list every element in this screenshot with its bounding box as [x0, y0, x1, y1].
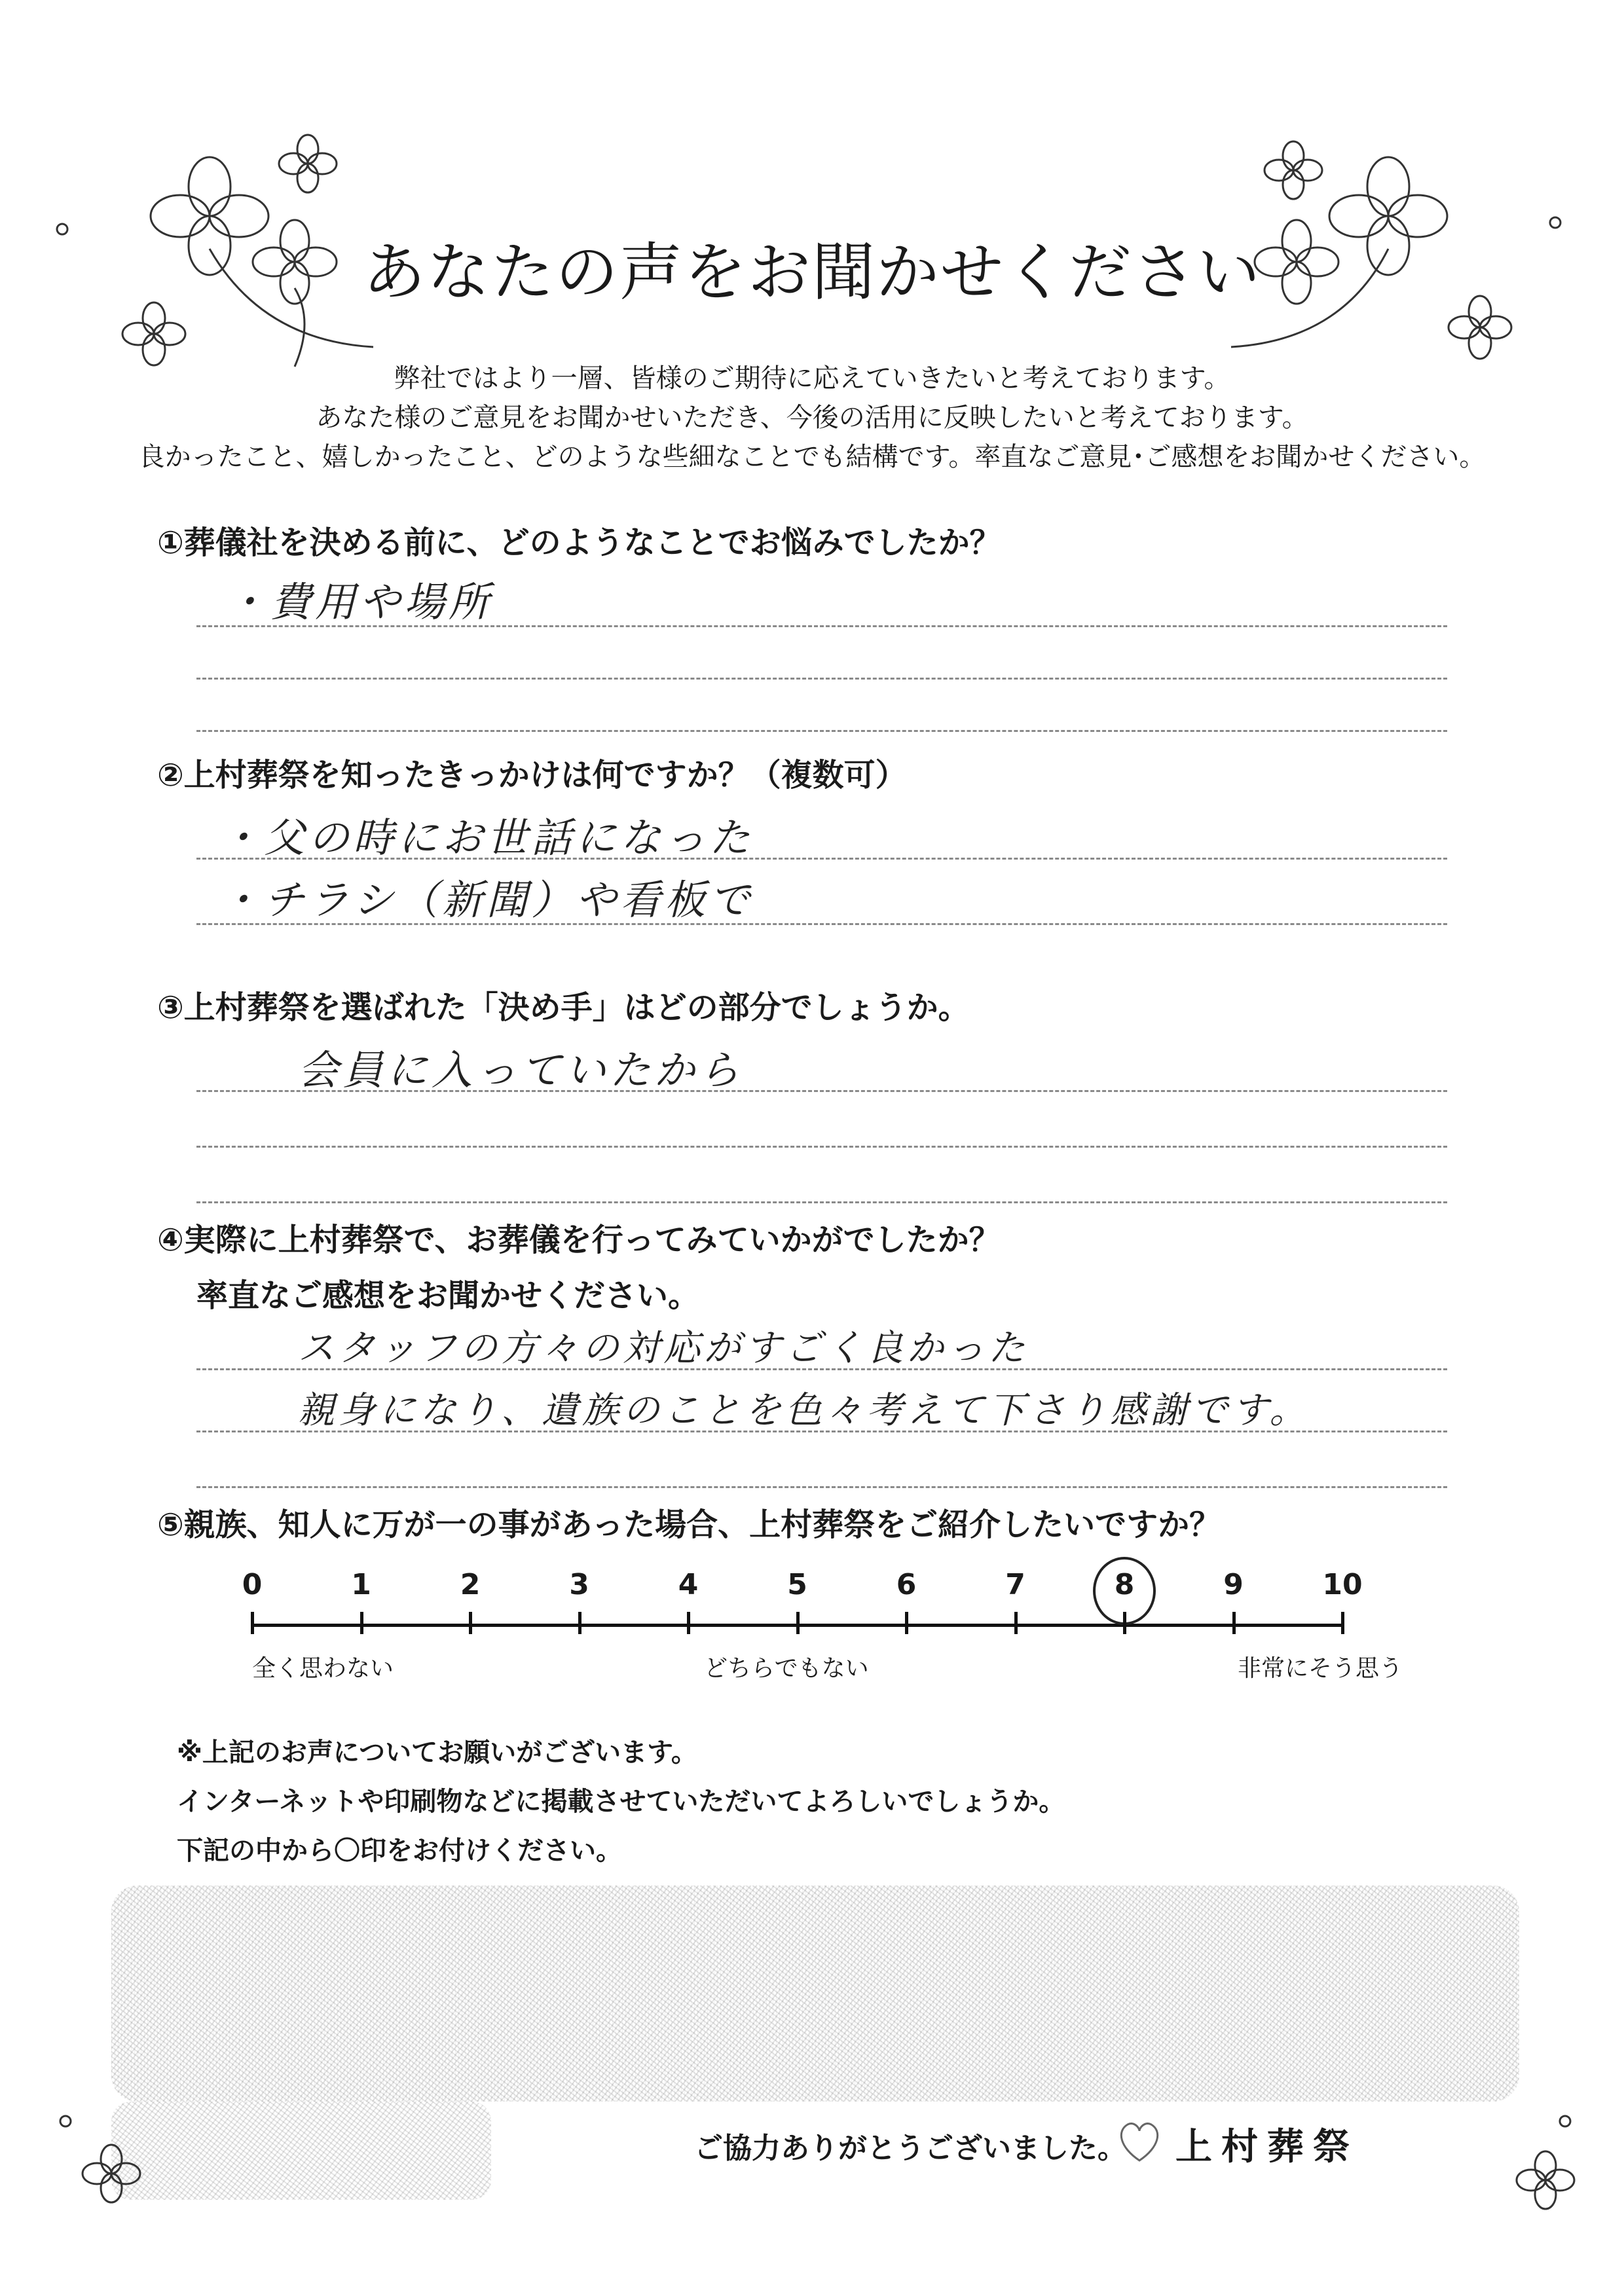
- scale-tick-7: [1014, 1612, 1018, 1634]
- note-line-1: ※上記のお声についてお願いがございます。: [177, 1738, 697, 1768]
- scale-number-0[interactable]: 0: [242, 1568, 263, 1601]
- answer-4-2: 親身になり、遺族のことを色々考えて下さり感謝です。: [298, 1389, 1310, 1432]
- answer-line: [196, 923, 1447, 925]
- answer-line: [196, 858, 1447, 860]
- scale-tick-0: [251, 1612, 254, 1634]
- answer-4-1: スタッフの方々の対応がすごく良かった: [298, 1327, 1029, 1370]
- redacted-area: [111, 1886, 1519, 2102]
- scale-number-10[interactable]: 10: [1322, 1568, 1363, 1601]
- answer-line: [196, 730, 1447, 732]
- answer-line: [196, 678, 1447, 680]
- page-title: あなたの声をお聞かせください: [363, 236, 1261, 309]
- answer-3-1: 会員に入っていたから: [298, 1046, 744, 1094]
- scale-number-5[interactable]: 5: [787, 1568, 807, 1601]
- answer-2-1: ・父の時にお世話になった: [219, 814, 754, 862]
- answer-line: [196, 1368, 1447, 1370]
- scale-number-7[interactable]: 7: [1005, 1568, 1025, 1601]
- question-1: ①葬儀社を決める前に、どのようなことでお悩みでしたか？: [157, 524, 1001, 561]
- footer-thanks: ご協力ありがとうございました。: [694, 2132, 1126, 2165]
- scale-tick-4: [687, 1612, 690, 1634]
- scale-tick-9: [1232, 1612, 1236, 1634]
- scale-number-8[interactable]: 8: [1114, 1568, 1135, 1601]
- question-5: ⑤親族、知人に万が一の事があった場合、上村葬祭をご紹介したいですか？: [157, 1506, 1221, 1543]
- scale-tick-6: [905, 1612, 908, 1634]
- scale-tick-2: [469, 1612, 472, 1634]
- answer-line: [196, 1146, 1447, 1148]
- question-3: ③上村葬祭を選ばれた「決め手」はどの部分でしょうか。: [157, 989, 970, 1026]
- answer-line: [196, 1430, 1447, 1432]
- answer-line: [196, 1201, 1447, 1203]
- clover-decoration-bottom-left-icon: [52, 2056, 183, 2213]
- answer-line: [196, 1090, 1447, 1092]
- scale-tick-1: [360, 1612, 363, 1634]
- answer-2-2: ・チラシ（新聞）や看板で: [219, 876, 754, 924]
- intro-line-3: 良かったこと、嬉しかったこと、どのような些細なことでも結構です。率直なご意見･ご感想をお聞かせください。: [138, 442, 1486, 472]
- answer-line: [196, 1486, 1447, 1488]
- note-line-3: 下記の中から〇印をお付けください。: [177, 1836, 622, 1866]
- question-4-line-2: 率直なご感想をお聞かせください。: [196, 1277, 700, 1314]
- scale-number-2[interactable]: 2: [460, 1568, 481, 1601]
- scale-left-label: 全く思わない: [252, 1655, 394, 1682]
- clover-decoration-bottom-right-icon: [1486, 2056, 1617, 2213]
- scale-number-9[interactable]: 9: [1223, 1568, 1244, 1601]
- intro-line-2: あなた様のご意見をお聞かせいただき、今後の活用に反映したいと考えております。: [316, 403, 1308, 433]
- answer-1-1: ・費用や場所: [226, 578, 494, 626]
- scale-number-3[interactable]: 3: [569, 1568, 589, 1601]
- question-2: ②上村葬祭を知ったきっかけは何ですか？（複数可）: [157, 757, 907, 793]
- company-name: 上村葬祭: [1175, 2126, 1359, 2168]
- scale-tick-8: [1123, 1612, 1126, 1634]
- scale-center-label: どちらでもない: [704, 1655, 869, 1682]
- scale-number-6[interactable]: 6: [896, 1568, 917, 1601]
- scale-tick-3: [578, 1612, 581, 1634]
- scale-tick-10: [1341, 1612, 1344, 1634]
- note-line-2: インターネットや印刷物などに掲載させていただいてよろしいでしょうか。: [177, 1787, 1065, 1817]
- intro-line-1: 弊社ではより一層、皆様のご期待に応えていきたいと考えております。: [394, 363, 1230, 393]
- answer-line: [196, 625, 1447, 627]
- scale-tick-5: [796, 1612, 800, 1634]
- scale-number-1[interactable]: 1: [351, 1568, 371, 1601]
- question-4: ④実際に上村葬祭で、お葬儀を行ってみていかがでしたか？: [157, 1222, 1001, 1258]
- scale-right-label: 非常にそう思う: [1238, 1655, 1403, 1682]
- scale-number-4[interactable]: 4: [678, 1568, 699, 1601]
